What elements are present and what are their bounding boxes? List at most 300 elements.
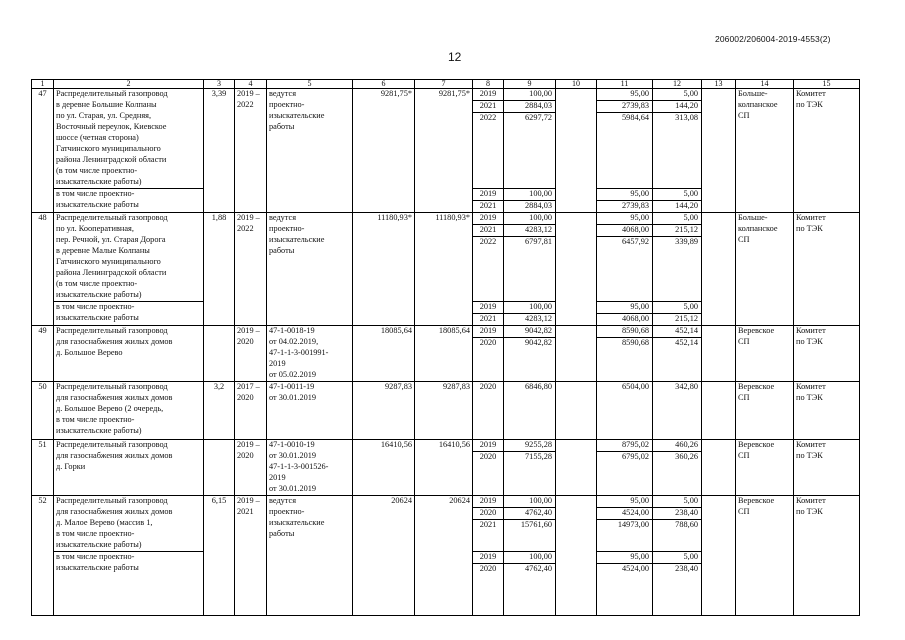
page-number: 12: [448, 50, 462, 64]
amount-local-value: 5,00: [653, 213, 701, 225]
object-name-line: для газоснабжения жилых домов: [56, 337, 173, 346]
settlement: [736, 496, 794, 616]
column-number: 9: [504, 80, 556, 89]
object-name-line: по ул. Старая, ул. Средняя,: [56, 111, 152, 120]
amount-local-value: 144,20: [653, 101, 701, 113]
responsible-line: по ТЭК: [796, 224, 823, 233]
object-name-line: (в том числе проектно-: [56, 166, 138, 175]
object-name-line: Распределительный газопровод: [56, 496, 168, 505]
status-line: изыскательские: [269, 235, 325, 244]
objects-table: [31, 79, 860, 616]
status-line: от 05.02.2019: [269, 370, 317, 379]
amount-local-value: 339,89: [675, 237, 698, 246]
column-number: 13: [702, 80, 736, 89]
period-line: 2020: [237, 393, 254, 402]
column-number: 3: [204, 80, 235, 89]
year: [473, 326, 504, 382]
year-sub-value: 2020: [473, 563, 503, 575]
amount-regional: [597, 382, 653, 440]
period-line: 2020: [237, 337, 254, 346]
object-name-line: для газоснабжения жилых домов: [56, 507, 173, 516]
length: 1,88: [204, 213, 235, 326]
remaining-cost: 11180,93*: [415, 213, 473, 326]
column-number: 2: [54, 80, 204, 89]
sub-entry-line: в том числе проектно-: [56, 302, 135, 311]
settlement-line: колпанское: [738, 224, 778, 233]
object-name-line: Гатчинского муниципального: [56, 257, 161, 266]
amount-total-value: 100,00: [504, 89, 555, 101]
responsible: [794, 89, 860, 213]
responsible: [794, 326, 860, 382]
amount-total-value: 6297,72: [525, 113, 552, 122]
object-name-line: изыскательские работы): [56, 290, 142, 299]
settlement: [736, 89, 794, 213]
amount-total-sub-value: 4283,12: [504, 313, 555, 325]
amount-total-value: 9042,82: [504, 326, 555, 338]
amount-regional-value: 2739,83: [597, 101, 652, 113]
status-line: от 04.02.2019,: [269, 337, 319, 346]
year: [473, 213, 504, 326]
sub-entry: [54, 551, 203, 574]
amount-regional-value: 8590,68: [622, 338, 649, 347]
amount-total-sub-value: 2884,03: [504, 200, 555, 212]
settlement-line: СП: [738, 111, 750, 120]
period: [235, 382, 267, 440]
amount-regional-sub-value: 95,00: [597, 188, 652, 200]
federal-budget-empty: [556, 440, 597, 496]
object-name-line: изыскательские работы): [56, 540, 142, 549]
amount-regional-sub-value: 95,00: [597, 301, 652, 313]
status-line: 2019: [269, 359, 286, 368]
settlement-line: Веревское: [738, 496, 775, 505]
table-row: [32, 382, 860, 440]
period-line: 2019 –: [237, 326, 260, 335]
year-sub-value: 2021: [473, 313, 503, 325]
amount-total: [504, 440, 556, 496]
amount-total: [504, 326, 556, 382]
responsible-line: Комитет: [796, 496, 826, 505]
period-line: 2019 –: [237, 213, 260, 222]
status: [267, 382, 353, 440]
sub-entry: [54, 301, 203, 324]
amount-local: [653, 89, 702, 213]
amount-regional-value: 14973,00: [617, 520, 649, 529]
responsible-line: Комитет: [796, 382, 826, 391]
status-line: ведутся: [269, 89, 297, 98]
settlement-line: СП: [738, 235, 750, 244]
amount-regional-value: 6795,02: [622, 452, 649, 461]
period-line: 2022: [237, 100, 254, 109]
status-line: работы: [269, 529, 295, 538]
row-number: 49: [32, 326, 54, 382]
status-line: от 30.01.2019: [269, 484, 317, 493]
amount-total: [504, 382, 556, 440]
responsible: [794, 382, 860, 440]
object-name-line: по ул. Кооперативная,: [56, 224, 134, 233]
status-line: работы: [269, 122, 295, 131]
amount-total-sub-value: 100,00: [504, 551, 555, 563]
amount-regional-value: 8590,68: [597, 326, 652, 338]
other-sources-empty: [702, 326, 736, 382]
sub-entry-line: изыскательские работы: [56, 200, 139, 209]
year-value: 2019: [473, 496, 503, 508]
amount-local: [653, 496, 702, 616]
settlement-line: Больше-: [738, 213, 768, 222]
object-name-line: в том числе проектно-: [56, 415, 135, 424]
amount-total-value: 15761,60: [520, 520, 552, 529]
period-line: 2017 –: [237, 382, 260, 391]
amount-local: [653, 440, 702, 496]
amount-regional-sub-value: 4068,00: [597, 313, 652, 325]
status-line: 47-1-0010-19: [269, 440, 315, 449]
amount-total-sub-value: 4762,40: [504, 563, 555, 575]
row-number: 47: [32, 89, 54, 213]
sub-entry: [54, 188, 203, 211]
year-sub-value: 2021: [473, 200, 503, 212]
amount-local-sub-value: 5,00: [653, 551, 701, 563]
object-name-line: Распределительный газопровод: [56, 326, 168, 335]
year: [473, 382, 504, 440]
year-value: 2020: [473, 508, 503, 520]
responsible: [794, 213, 860, 326]
year-value: 2019: [473, 213, 503, 225]
amount-total: [504, 496, 556, 616]
amount-total-value: 6846,80: [525, 382, 552, 391]
responsible-line: по ТЭК: [796, 393, 823, 402]
amount-regional-sub-value: 2739,83: [597, 200, 652, 212]
amount-local-value: 238,40: [653, 508, 701, 520]
status-line: 2019: [269, 473, 286, 482]
status: [267, 440, 353, 496]
amount-local-sub-value: 144,20: [653, 200, 701, 212]
amount-regional: [597, 326, 653, 382]
object-name-line: Распределительный газопровод: [56, 382, 168, 391]
period-line: 2022: [237, 224, 254, 233]
amount-regional: [597, 89, 653, 213]
amount-regional-value: 4524,00: [597, 508, 652, 520]
amount-total: [504, 213, 556, 326]
status-line: проектно-: [269, 224, 305, 233]
table-row: [32, 326, 860, 382]
status-line: ведутся: [269, 213, 297, 222]
amount-total-sub-value: 100,00: [504, 301, 555, 313]
settlement: [736, 213, 794, 326]
status: [267, 213, 353, 326]
period: [235, 326, 267, 382]
object-name: [54, 382, 204, 440]
settlement: [736, 382, 794, 440]
year-value: 2021: [479, 520, 497, 529]
amount-regional: [597, 440, 653, 496]
amount-regional: [597, 496, 653, 616]
column-number: 12: [653, 80, 702, 89]
sub-entry-line: изыскательские работы: [56, 563, 139, 572]
amount-total-value: 6797,81: [525, 237, 552, 246]
column-number: 8: [473, 80, 504, 89]
amount-total-value: 4283,12: [504, 225, 555, 237]
status-line: 47-1-1-3-001526-: [269, 462, 329, 471]
column-number: 14: [736, 80, 794, 89]
object-name-line: в том числе проектно-: [56, 529, 135, 538]
object-name: [54, 213, 204, 326]
settlement-line: Веревское: [738, 326, 775, 335]
status-line: от 30.01.2019: [269, 393, 317, 402]
object-name-line: (в том числе проектно-: [56, 279, 138, 288]
period-line: 2021: [237, 507, 254, 516]
amount-regional-value: 95,00: [597, 496, 652, 508]
amount-regional-value: 8795,02: [597, 440, 652, 452]
program-table: [31, 79, 859, 610]
amount-regional-sub-value: 4524,00: [597, 563, 652, 575]
settlement-line: СП: [738, 337, 750, 346]
object-name-line: пер. Речной, ул. Старая Дорога: [56, 235, 166, 244]
column-number: 15: [794, 80, 860, 89]
responsible-line: Комитет: [796, 326, 826, 335]
other-sources-empty: [702, 382, 736, 440]
total-cost: 20624: [353, 496, 415, 616]
amount-total-value: 4762,40: [504, 508, 555, 520]
amount-local-value: 342,80: [675, 382, 698, 391]
amount-total: [504, 89, 556, 213]
object-name-line: Распределительный газопровод: [56, 213, 168, 222]
amount-local: [653, 213, 702, 326]
status: [267, 326, 353, 382]
column-number: 4: [235, 80, 267, 89]
amount-local-value: 5,00: [653, 496, 701, 508]
object-name-line: изыскательские работы): [56, 177, 142, 186]
object-name-line: Восточный переулок, Киевское: [56, 122, 167, 131]
federal-budget-empty: [556, 382, 597, 440]
period: [235, 440, 267, 496]
amount-local-sub-value: 5,00: [653, 301, 701, 313]
status-line: 47-1-0018-19: [269, 326, 315, 335]
amount-total-value: 100,00: [504, 496, 555, 508]
object-name: [54, 89, 204, 213]
settlement-line: СП: [738, 451, 750, 460]
settlement-line: Больше-: [738, 89, 768, 98]
object-name-line: для газоснабжения жилых домов: [56, 393, 173, 402]
year-value: 2020: [479, 382, 497, 391]
sub-entry-line: изыскательские работы: [56, 313, 139, 322]
federal-budget-empty: [556, 213, 597, 326]
total-cost: 11180,93*: [353, 213, 415, 326]
period: [235, 89, 267, 213]
amount-local-value: 788,60: [675, 520, 698, 529]
remaining-cost: 9287,83: [415, 382, 473, 440]
sub-entry-line: в том числе проектно-: [56, 552, 135, 561]
status-line: изыскательские: [269, 111, 325, 120]
table-row: [32, 440, 860, 496]
column-number: 7: [415, 80, 473, 89]
amount-local-value: 452,14: [675, 338, 698, 347]
length: 6,15: [204, 496, 235, 616]
year-value: 2019: [473, 89, 503, 101]
amount-local-value: 360,26: [675, 452, 698, 461]
period-line: 2020: [237, 451, 254, 460]
column-number: 1: [32, 80, 54, 89]
federal-budget-empty: [556, 326, 597, 382]
year-sub-value: 2019: [473, 188, 503, 200]
document-code: 206002/206004-2019-4553(2): [715, 34, 831, 44]
remaining-cost: 9281,75*: [415, 89, 473, 213]
responsible-line: Комитет: [796, 89, 826, 98]
year-value: 2019: [473, 326, 503, 338]
total-cost: 9281,75*: [353, 89, 415, 213]
settlement-line: колпанское: [738, 100, 778, 109]
amount-regional-sub-value: 95,00: [597, 551, 652, 563]
amount-regional-value: 5984,64: [622, 113, 649, 122]
period-line: 2019 –: [237, 496, 260, 505]
settlement-line: Веревское: [738, 382, 775, 391]
year-value: 2020: [479, 338, 497, 347]
column-number: 5: [267, 80, 353, 89]
year: [473, 440, 504, 496]
object-name-line: района Ленинградской области: [56, 268, 167, 277]
object-name-line: д. Большое Верево (2 очередь,: [56, 404, 164, 413]
status: [267, 496, 353, 616]
status-line: проектно-: [269, 100, 305, 109]
year-value: 2019: [473, 440, 503, 452]
federal-budget-empty: [556, 89, 597, 213]
responsible: [794, 496, 860, 616]
amount-total-sub-value: 100,00: [504, 188, 555, 200]
settlement-line: СП: [738, 507, 750, 516]
amount-total-value: 100,00: [504, 213, 555, 225]
amount-local-value: 452,14: [653, 326, 701, 338]
responsible-line: по ТЭК: [796, 451, 823, 460]
amount-regional-value: 95,00: [597, 89, 652, 101]
amount-total-value: 2884,03: [504, 101, 555, 113]
settlement-line: Веревское: [738, 440, 775, 449]
other-sources-empty: [702, 440, 736, 496]
total-cost: 9287,83: [353, 382, 415, 440]
period-line: 2019 –: [237, 440, 260, 449]
federal-budget-empty: [556, 496, 597, 616]
year-sub-value: 2019: [473, 301, 503, 313]
length: [204, 326, 235, 382]
amount-total-value: 7155,28: [525, 452, 552, 461]
row-number: 48: [32, 213, 54, 326]
sub-entry-line: в том числе проектно-: [56, 189, 135, 198]
column-number: 11: [597, 80, 653, 89]
amount-local: [653, 382, 702, 440]
amount-local-value: 215,12: [653, 225, 701, 237]
responsible-line: по ТЭК: [796, 100, 823, 109]
length: 3,2: [204, 382, 235, 440]
object-name-line: д. Малое Верево (массив 1,: [56, 518, 153, 527]
total-cost: 16410,56: [353, 440, 415, 496]
year-value: 2022: [479, 237, 497, 246]
amount-local-value: 460,26: [653, 440, 701, 452]
table-row: [32, 213, 860, 326]
row-number: 50: [32, 382, 54, 440]
object-name-line: в деревне Малые Колпаны: [56, 246, 150, 255]
status-line: 47-1-1-3-001991-: [269, 348, 329, 357]
responsible-line: Комитет: [796, 213, 826, 222]
table-row: [32, 496, 860, 616]
settlement-line: СП: [738, 393, 750, 402]
object-name-line: Распределительный газопровод: [56, 89, 168, 98]
amount-total-value: 9042,82: [525, 338, 552, 347]
amount-local-value: 313,08: [675, 113, 698, 122]
responsible-line: Комитет: [796, 440, 826, 449]
amount-local-value: 5,00: [653, 89, 701, 101]
header-row: [32, 80, 860, 89]
period-line: 2019 –: [237, 89, 260, 98]
length: 3,39: [204, 89, 235, 213]
object-name-line: для газоснабжения жилых домов: [56, 451, 173, 460]
responsible-line: по ТЭК: [796, 337, 823, 346]
status-line: работы: [269, 246, 295, 255]
settlement: [736, 326, 794, 382]
amount-regional-value: 95,00: [597, 213, 652, 225]
length: [204, 440, 235, 496]
status-line: от 30.01.2019: [269, 451, 317, 460]
row-number: 51: [32, 440, 54, 496]
row-number: 52: [32, 496, 54, 616]
settlement: [736, 440, 794, 496]
column-number: 6: [353, 80, 415, 89]
status-line: ведутся: [269, 496, 297, 505]
amount-regional-value: 6504,00: [622, 382, 649, 391]
status: [267, 89, 353, 213]
object-name-line: Гатчинского муниципального: [56, 144, 161, 153]
object-name-line: шоссе (четная сторона): [56, 133, 139, 142]
table-row: [32, 89, 860, 213]
year-value: 2021: [473, 225, 503, 237]
object-name-line: района Ленинградской области: [56, 155, 167, 164]
period: [235, 213, 267, 326]
total-cost: 18085,64: [353, 326, 415, 382]
remaining-cost: 18085,64: [415, 326, 473, 382]
other-sources-empty: [702, 496, 736, 616]
year: [473, 496, 504, 616]
status-line: 47-1-0011-19: [269, 382, 315, 391]
amount-local-sub-value: 5,00: [653, 188, 701, 200]
period: [235, 496, 267, 616]
amount-local-sub-value: 238,40: [653, 563, 701, 575]
remaining-cost: 20624: [415, 496, 473, 616]
object-name-line: в деревне Большие Колпаны: [56, 100, 157, 109]
object-name: [54, 496, 204, 616]
object-name: [54, 440, 204, 496]
year: [473, 89, 504, 213]
amount-regional-value: 6457,92: [622, 237, 649, 246]
amount-regional-value: 4068,00: [597, 225, 652, 237]
amount-total-value: 9255,28: [504, 440, 555, 452]
amount-local-sub-value: 215,12: [653, 313, 701, 325]
year-sub-value: 2019: [473, 551, 503, 563]
object-name-line: д. Большое Верево: [56, 348, 123, 357]
remaining-cost: 16410,56: [415, 440, 473, 496]
year-value: 2021: [473, 101, 503, 113]
other-sources-empty: [702, 89, 736, 213]
responsible-line: по ТЭК: [796, 507, 823, 516]
year-value: 2020: [479, 452, 497, 461]
other-sources-empty: [702, 213, 736, 326]
year-value: 2022: [479, 113, 497, 122]
object-name: [54, 326, 204, 382]
object-name-line: изыскательские работы): [56, 426, 142, 435]
object-name-line: д. Горки: [56, 462, 86, 471]
status-line: изыскательские: [269, 518, 325, 527]
responsible: [794, 440, 860, 496]
column-number: 10: [556, 80, 597, 89]
amount-local: [653, 326, 702, 382]
amount-regional: [597, 213, 653, 326]
status-line: проектно-: [269, 507, 305, 516]
object-name-line: Распределительный газопровод: [56, 440, 168, 449]
